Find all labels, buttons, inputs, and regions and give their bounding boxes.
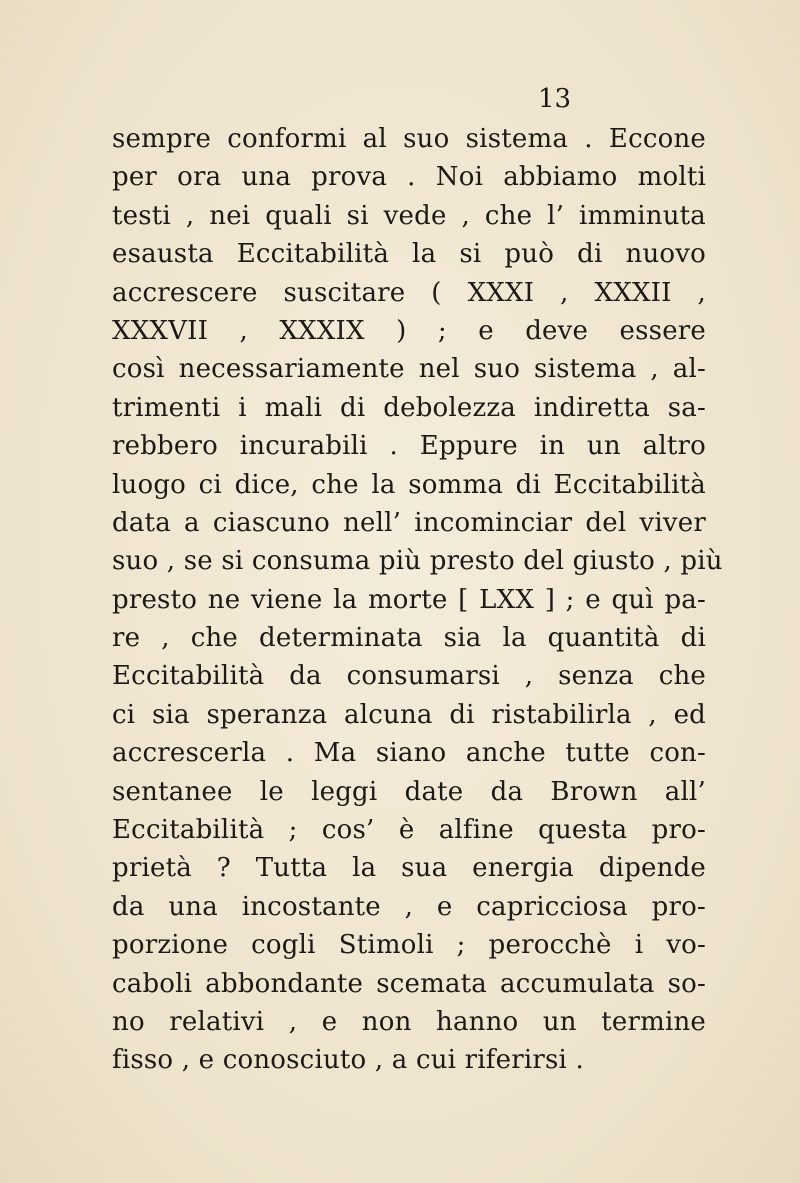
text-line: caboli abbondante scemata accumulata so- xyxy=(112,968,706,999)
text-line: fisso , e conosciuto , a cui riferirsi . xyxy=(112,1045,584,1076)
text-line: sentanee le leggi date da Brown all’ xyxy=(112,776,706,807)
text-line: re , che determinata sia la quantità di xyxy=(112,623,706,654)
text-line: trimenti i mali di debolezza indiretta sa- xyxy=(112,392,706,423)
page-number: 13 xyxy=(538,84,572,114)
text-line: accrescere suscitare ( XXXI , XXXII , xyxy=(112,277,706,308)
text-line: XXXVII , XXXIX ) ; e deve essere xyxy=(112,315,706,346)
text-line: così necessariamente nel suo sistema , al- xyxy=(112,354,706,385)
text-line: rebbero incurabili . Eppure in un altro xyxy=(112,431,706,462)
text-line: porzione cogli Stimoli ; perocchè i vo- xyxy=(112,930,706,961)
text-line: da una incostante , e capricciosa pro- xyxy=(112,891,706,922)
text-line: accrescerla . Ma siano anche tutte con- xyxy=(112,738,706,769)
text-line: testi , nei quali si vede , che l’ imminuta xyxy=(112,200,706,231)
text-line: ci sia speranza alcuna di ristabilirla , ed xyxy=(112,699,706,730)
text-line: luogo ci dice, che la somma di Eccitabilità xyxy=(112,469,706,500)
text-line: sempre conformi al suo sistema . Eccone xyxy=(112,124,706,154)
text-line: per ora una prova . Noi abbiamo molti xyxy=(112,162,706,193)
text-line: Eccitabilità ; cos’ è alfine questa pro- xyxy=(112,815,706,846)
text-line: no relativi , e non hanno un termine xyxy=(112,1006,706,1037)
text-line: esausta Eccitabilità la si può di nuovo xyxy=(112,239,706,270)
text-line: prietà ? Tutta la sua energia dipende xyxy=(112,853,706,884)
text-line: Eccitabilità da consumarsi , senza che xyxy=(112,661,706,692)
text-line: presto ne viene la morte [ LXX ] ; e quì pa- xyxy=(112,584,706,615)
text-line: suo , se si consuma più presto del giusto , più xyxy=(112,546,723,577)
text-line: data a ciascuno nell’ incominciar del viver xyxy=(112,507,706,538)
body-text xyxy=(112,120,723,1080)
